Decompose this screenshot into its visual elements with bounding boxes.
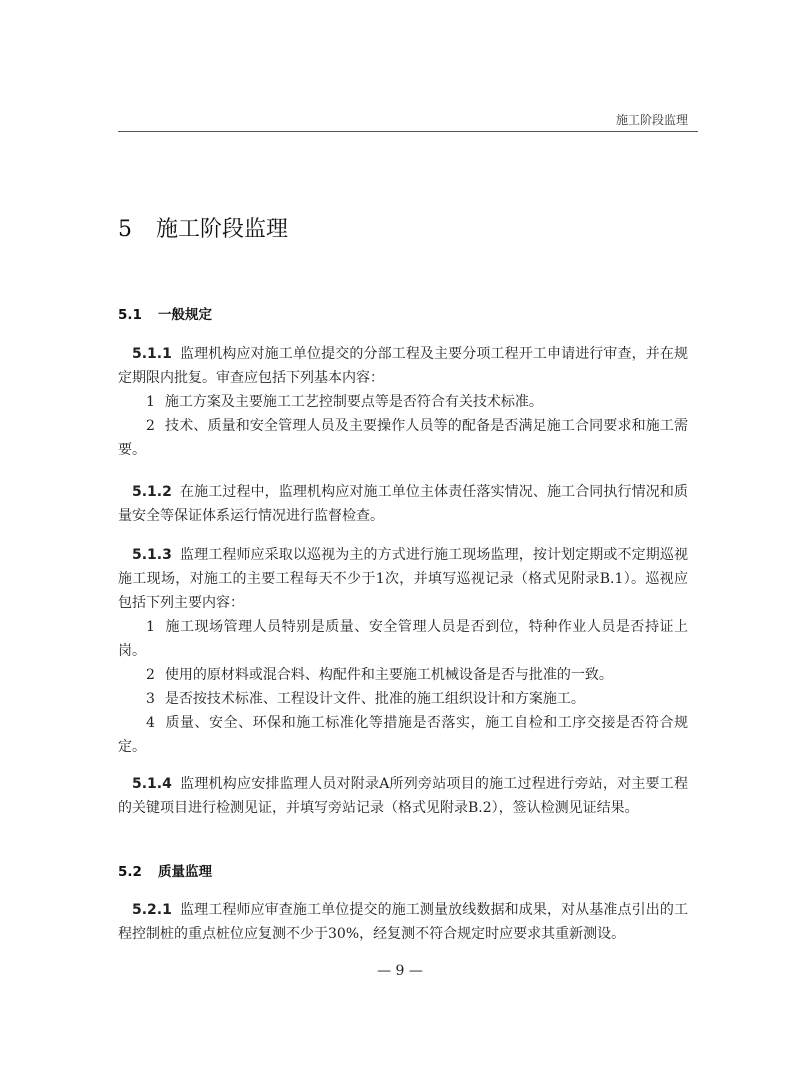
item-number: 3: [146, 691, 155, 707]
list-item: [118, 390, 688, 414]
clause-5-1-2: [118, 480, 688, 528]
section-number: 5.1: [118, 307, 142, 323]
clause-number: 5.1.3: [132, 547, 172, 563]
clause-5-2-1: [118, 898, 688, 946]
list-item: [118, 687, 688, 711]
clause-text: 在施工过程中，监理机构应对施工单位主体责任落实情况、施工合同执行情况和质量安全等保证体系运行情况进行监督检查。: [118, 484, 688, 524]
section-number: 5.2: [118, 864, 142, 880]
chapter-number: 5: [118, 217, 132, 242]
chapter-title: [118, 212, 288, 243]
list-item: [118, 711, 688, 759]
item-text: 施工现场管理人员特别是质量、安全管理人员是否到位，特种作业人员是否持证上岗。: [118, 619, 688, 659]
section-title: 一般规定: [158, 307, 212, 323]
item-text: 施工方案及主要施工工艺控制要点等是否符合有关技术标准。: [164, 394, 543, 410]
list-item: [118, 414, 688, 462]
list-item: [118, 663, 688, 687]
list-item: [118, 615, 688, 663]
item-number: 1: [146, 394, 155, 410]
running-header: 施工阶段监理: [615, 113, 688, 127]
clause-number: 5.1.4: [132, 776, 172, 792]
header-rule: [118, 131, 698, 132]
page-number: — 9 —: [377, 963, 423, 979]
clause-text: 监理机构应安排监理人员对附录A所列旁站项目的施工过程进行旁站，对主要工程的关键项目进行检测见证，并填写旁站记录（格式见附录B.2），签认检测见证结果。: [118, 776, 688, 816]
clause-5-1-4: [118, 772, 688, 820]
clause-text: 监理工程师应采取以巡视为主的方式进行施工现场监理，按计划定期或不定期巡视施工现场，对施工的主要工程每天不少于1次，并填写巡视记录（格式见附录B.1）。巡视应包括下列主要内容：: [118, 547, 688, 611]
clause-5-1-3: [118, 543, 688, 615]
item-number: 2: [146, 418, 155, 434]
item-text: 使用的原材料或混合料、构配件和主要施工机械设备是否与批准的一致。: [164, 667, 613, 683]
item-number: 4: [146, 715, 155, 731]
clause-number: 5.1.2: [132, 484, 172, 500]
item-number: 1: [146, 619, 155, 635]
section-heading-5-1: [118, 303, 212, 323]
clause-text: 监理工程师应审查施工单位提交的施工测量放线数据和成果，对从基准点引出的工程控制桩的重点桩位应复测不少于30%，经复测不符合规定时应要求其重新测设。: [118, 902, 688, 942]
section-heading-5-2: [118, 860, 212, 880]
clause-5-1-1: [118, 342, 688, 390]
item-text: 质量、安全、环保和施工标准化等措施是否落实，施工自检和工序交接是否符合规定。: [118, 715, 688, 755]
section-title: 质量监理: [158, 864, 212, 880]
chapter-title-text: 施工阶段监理: [156, 217, 289, 242]
clause-number: 5.1.1: [132, 346, 172, 362]
item-number: 2: [146, 667, 155, 683]
clause-number: 5.2.1: [132, 902, 172, 918]
clause-text: 监理机构应对施工单位提交的分部工程及主要分项工程开工申请进行审查，并在规定期限内批复。审查应包括下列基本内容：: [118, 346, 688, 386]
item-text: 是否按技术标准、工程设计文件、批准的施工组织设计和方案施工。: [164, 691, 585, 707]
item-text: 技术、质量和安全管理人员及主要操作人员等的配备是否满足施工合同要求和施工需要。: [118, 418, 688, 458]
